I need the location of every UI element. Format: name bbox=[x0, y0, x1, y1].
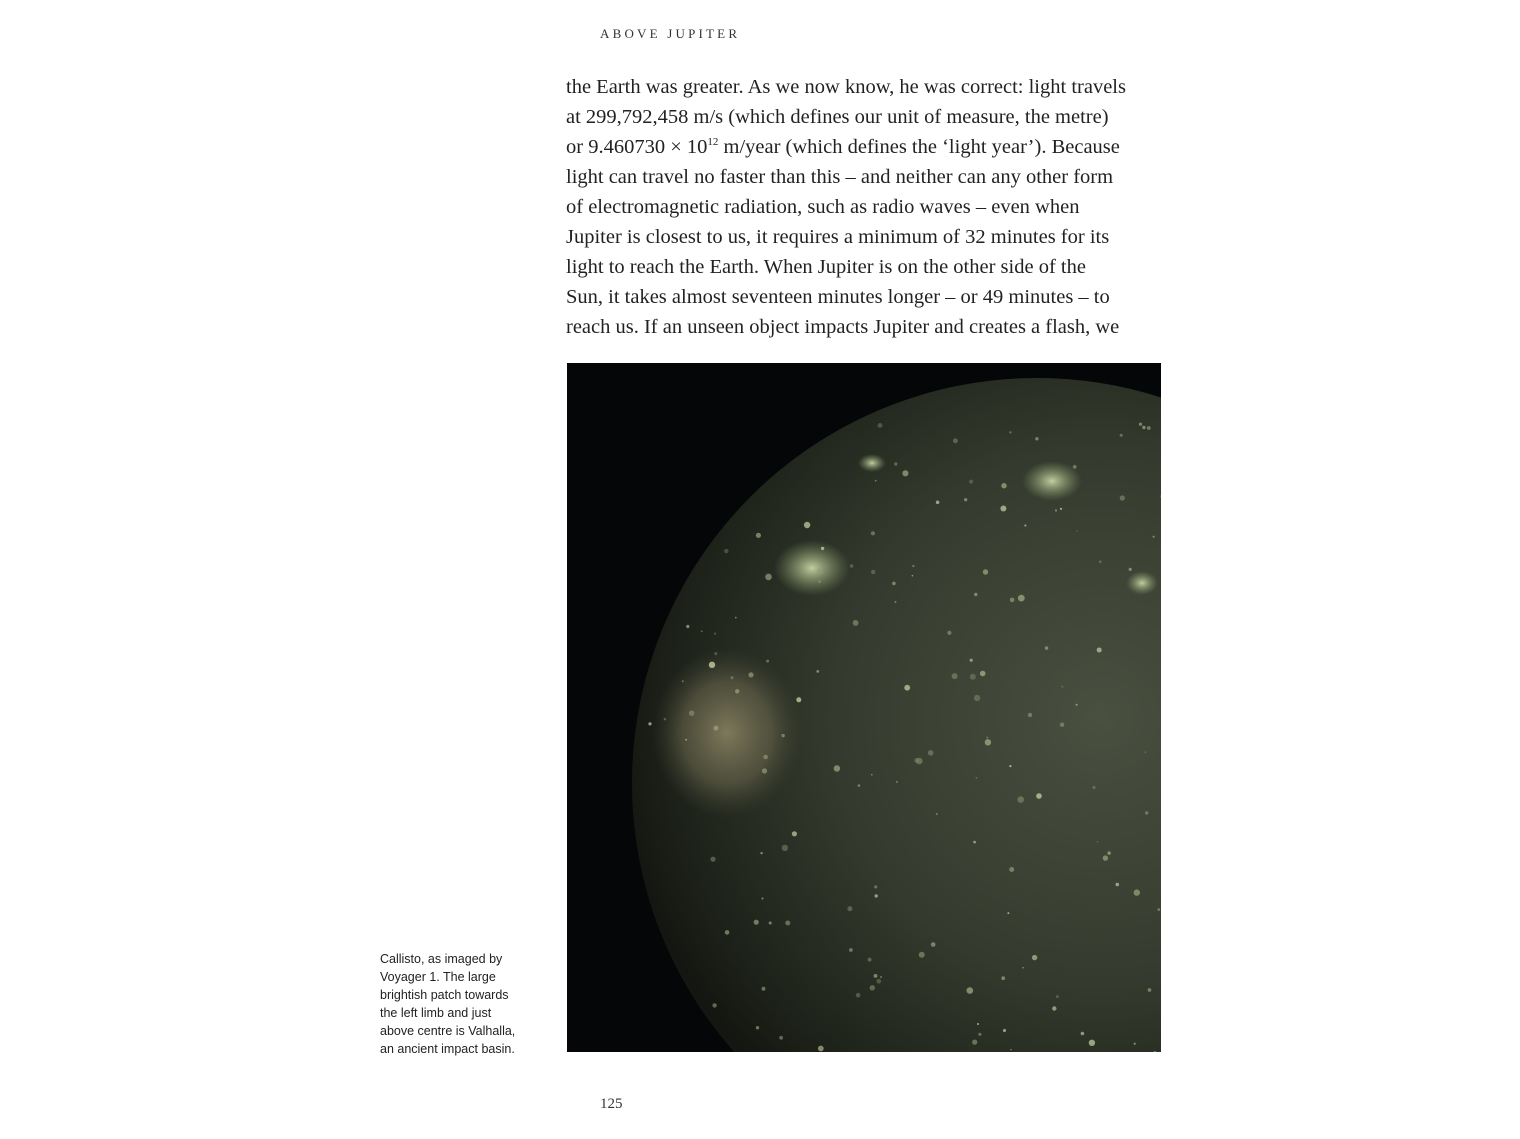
crater-speck bbox=[785, 921, 790, 926]
crater-speck bbox=[1076, 530, 1078, 532]
crater-speck bbox=[1097, 841, 1099, 843]
caption-line: Voyager 1. The large bbox=[380, 970, 496, 984]
crater-speck bbox=[701, 631, 703, 633]
crater-speck bbox=[817, 569, 822, 574]
crater-speck bbox=[936, 501, 940, 505]
crater-speck bbox=[875, 480, 877, 482]
crater-speck bbox=[870, 985, 875, 990]
crater-speck bbox=[1017, 796, 1024, 803]
crater-speck bbox=[1061, 686, 1063, 688]
crater-speck bbox=[1153, 536, 1155, 538]
crater-speck bbox=[1134, 889, 1140, 895]
crater-speck bbox=[953, 438, 958, 443]
crater-speck bbox=[769, 922, 772, 925]
crater-speck bbox=[985, 739, 991, 745]
crater-speck bbox=[818, 1046, 824, 1052]
crater-speck bbox=[1060, 508, 1062, 510]
caption-line: an ancient impact basin. bbox=[380, 1042, 515, 1056]
crater-speck bbox=[1148, 988, 1152, 992]
crater-speck bbox=[916, 758, 923, 765]
crater-speck bbox=[858, 784, 861, 787]
crater-speck bbox=[1139, 423, 1142, 426]
crater-speck bbox=[756, 533, 761, 538]
crater-speck bbox=[731, 676, 734, 679]
crater-speck bbox=[931, 942, 936, 947]
crater-speck bbox=[972, 1040, 977, 1045]
crater-speck bbox=[952, 673, 958, 679]
crater-speck bbox=[894, 462, 897, 465]
crater-speck bbox=[912, 575, 914, 577]
crater-speck bbox=[875, 894, 878, 897]
crater-speck bbox=[1009, 867, 1014, 872]
crater-speck bbox=[868, 958, 872, 962]
crater-speck bbox=[685, 739, 687, 741]
crater-speck bbox=[1007, 912, 1009, 914]
crater-speck bbox=[1158, 908, 1161, 911]
crater-speck bbox=[1076, 704, 1078, 706]
crater-speck bbox=[686, 625, 689, 628]
crater-speck bbox=[725, 930, 730, 935]
crater-speck bbox=[1120, 495, 1125, 500]
crater-speck bbox=[892, 582, 896, 586]
crater-speck bbox=[986, 737, 988, 739]
crater-speck bbox=[970, 659, 973, 662]
crater-speck bbox=[1089, 1040, 1095, 1046]
crater-speck bbox=[983, 569, 988, 574]
crater-speck bbox=[856, 993, 861, 998]
crater-speck bbox=[1001, 483, 1006, 488]
crater-speck bbox=[853, 620, 859, 626]
crater-speck bbox=[712, 1003, 716, 1007]
crater-speck bbox=[902, 470, 908, 476]
crater-speck bbox=[834, 765, 840, 771]
crater-speck bbox=[1003, 1029, 1006, 1032]
crater-speck bbox=[880, 976, 882, 978]
crater-speck bbox=[973, 841, 976, 844]
crater-speck bbox=[1022, 967, 1024, 969]
crater-speck bbox=[871, 531, 875, 535]
body-line: reach us. If an unseen object impacts Jupiter and creates a flash, we bbox=[566, 316, 1120, 338]
crater-speck bbox=[1147, 426, 1151, 430]
figure-caption bbox=[380, 950, 540, 1058]
crater-speck bbox=[1036, 793, 1042, 799]
caption-line: Callisto, as imaged by bbox=[380, 952, 503, 966]
crater-speck bbox=[1120, 434, 1123, 437]
caption-line: brightish patch towards bbox=[380, 988, 509, 1002]
moon-illustration bbox=[567, 363, 1161, 1052]
valhalla-basin bbox=[652, 648, 802, 818]
crater-speck bbox=[895, 601, 897, 603]
crater-speck bbox=[816, 670, 819, 673]
crater-speck bbox=[1045, 646, 1048, 649]
crater-speck bbox=[709, 662, 715, 668]
crater-speck bbox=[970, 674, 976, 680]
crater-speck bbox=[754, 920, 759, 925]
crater-speck bbox=[1055, 509, 1057, 511]
crater-speck bbox=[936, 813, 938, 815]
crater-speck bbox=[756, 1026, 759, 1029]
crater-speck bbox=[874, 885, 877, 888]
body-line: light can travel no faster than this – and neither can any other form bbox=[566, 166, 1114, 188]
crater-speck bbox=[904, 685, 910, 691]
crater-speck bbox=[980, 671, 986, 677]
crater-speck bbox=[689, 710, 695, 716]
crater-speck bbox=[847, 906, 852, 911]
crater-speck bbox=[849, 948, 853, 952]
crater-speck bbox=[1142, 426, 1145, 429]
crater-speck bbox=[766, 660, 769, 663]
body-line-part: or 9.460730 × 10 bbox=[566, 136, 708, 158]
bright-crater bbox=[1126, 571, 1158, 595]
body-line: the Earth was greater. As we now know, he was correct: light travels bbox=[566, 76, 1126, 98]
crater-speck bbox=[1052, 1006, 1056, 1010]
crater-speck bbox=[919, 952, 925, 958]
body-line: of electromagnetic radiation, such as radio waves – even when bbox=[566, 196, 1080, 218]
crater-speck bbox=[682, 680, 684, 682]
crater-speck bbox=[760, 852, 762, 854]
callisto-photo bbox=[567, 363, 1161, 1052]
crater-speck bbox=[724, 549, 728, 553]
crater-speck bbox=[1032, 955, 1037, 960]
crater-speck bbox=[1107, 851, 1110, 854]
crater-speck bbox=[1056, 995, 1059, 998]
crater-speck bbox=[782, 845, 788, 851]
page-number: 125 bbox=[600, 1096, 623, 1112]
running-head: ABOVE JUPITER bbox=[600, 26, 741, 41]
crater-speck bbox=[1000, 506, 1006, 512]
crater-speck bbox=[714, 652, 717, 655]
body-line: Jupiter is closest to us, it requires a minimum of 32 minutes for its bbox=[566, 226, 1110, 248]
bright-crater bbox=[858, 454, 886, 472]
crater-speck bbox=[1018, 595, 1025, 602]
caption-line: the left limb and just bbox=[380, 1006, 492, 1020]
exponent: 12 bbox=[707, 136, 719, 148]
crater-speck bbox=[1092, 786, 1095, 789]
crater-speck bbox=[1010, 598, 1015, 603]
crater-speck bbox=[850, 564, 854, 568]
crater-speck bbox=[710, 857, 715, 862]
crater-speck bbox=[781, 734, 784, 737]
crater-speck bbox=[763, 755, 768, 760]
crater-speck bbox=[871, 774, 873, 776]
crater-speck bbox=[877, 979, 882, 984]
crater-speck bbox=[874, 974, 878, 978]
crater-speck bbox=[1035, 437, 1038, 440]
bright-crater bbox=[774, 540, 850, 596]
body-text bbox=[566, 72, 1176, 342]
crater-speck bbox=[947, 631, 951, 635]
crater-speck bbox=[765, 574, 772, 581]
crater-speck bbox=[976, 777, 978, 779]
crater-speck bbox=[818, 580, 821, 583]
body-line: light to reach the Earth. When Jupiter is on the other side of the bbox=[566, 256, 1086, 278]
crater-speck bbox=[1009, 765, 1011, 767]
crater-speck bbox=[1103, 855, 1108, 860]
crater-speck bbox=[762, 987, 766, 991]
crater-speck bbox=[1134, 1043, 1136, 1045]
crater-speck bbox=[1099, 561, 1101, 563]
crater-speck bbox=[762, 768, 767, 773]
crater-speck bbox=[713, 726, 718, 731]
body-line-part: m/year (which defines the ‘light year’). Because bbox=[718, 136, 1120, 158]
crater-speck bbox=[714, 633, 716, 635]
crater-speck bbox=[964, 498, 967, 501]
crater-speck bbox=[1028, 713, 1032, 717]
crater-speck bbox=[1010, 1049, 1012, 1051]
crater-speck bbox=[779, 1036, 783, 1040]
caption-line: above centre is Valhalla, bbox=[380, 1024, 516, 1038]
crater-speck bbox=[1145, 751, 1147, 753]
crater-speck bbox=[761, 897, 763, 899]
crater-speck bbox=[804, 522, 810, 528]
crater-speck bbox=[664, 718, 666, 720]
crater-speck bbox=[1060, 723, 1064, 727]
crater-speck bbox=[978, 1033, 981, 1036]
crater-speck bbox=[967, 987, 974, 994]
crater-speck bbox=[912, 565, 914, 567]
crater-speck bbox=[735, 689, 739, 693]
body-line: at 299,792,458 m/s (which defines our unit of measure, the metre) bbox=[566, 106, 1109, 128]
crater-speck bbox=[878, 423, 883, 428]
crater-speck bbox=[974, 593, 977, 596]
crater-speck bbox=[977, 1023, 979, 1025]
crater-speck bbox=[1024, 524, 1026, 526]
crater-speck bbox=[735, 617, 737, 619]
crater-speck bbox=[1001, 976, 1005, 980]
crater-speck bbox=[1097, 648, 1102, 653]
crater-speck bbox=[896, 781, 898, 783]
crater-speck bbox=[1081, 1032, 1085, 1036]
crater-speck bbox=[1145, 811, 1148, 814]
crater-speck bbox=[796, 697, 801, 702]
crater-speck bbox=[1116, 883, 1120, 887]
body-line bbox=[566, 132, 1176, 162]
crater-speck bbox=[871, 570, 875, 574]
crater-speck bbox=[1009, 431, 1011, 433]
crater-speck bbox=[748, 672, 753, 677]
body-line: Sun, it takes almost seventeen minutes longer – or 49 minutes – to bbox=[566, 286, 1110, 308]
crater-speck bbox=[1129, 568, 1132, 571]
crater-speck bbox=[928, 750, 934, 756]
crater-speck bbox=[792, 831, 797, 836]
crater-speck bbox=[648, 722, 651, 725]
crater-speck bbox=[1073, 465, 1077, 469]
crater-speck bbox=[969, 480, 973, 484]
crater-speck bbox=[974, 695, 980, 701]
crater-speck bbox=[821, 547, 824, 550]
